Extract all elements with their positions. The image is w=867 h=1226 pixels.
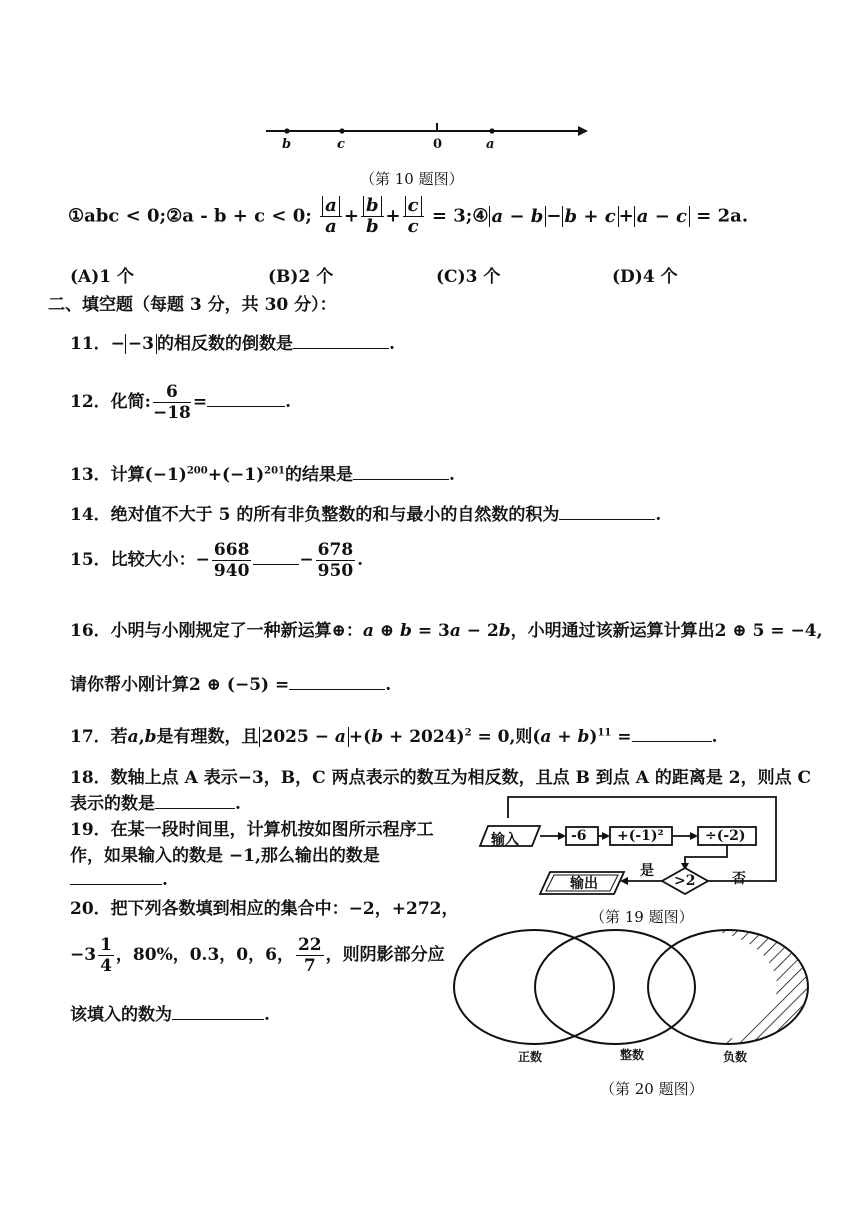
flow-yes: 是 — [640, 863, 654, 879]
venn-label-negative: 负数 — [723, 1050, 748, 1064]
q20-mixed-denominator: 4 — [100, 956, 112, 976]
option-a[interactable]: (A)1 个 — [70, 267, 135, 287]
q14-number: 14． — [70, 505, 111, 525]
flow-condition: >2 — [674, 873, 696, 889]
q18-text-1: 数轴上点 A 表示−3，B，C 两点表示的数互为相反数，且点 B 到点 A 的距离是 2，则点 C — [110, 768, 812, 788]
q13-number: 13． — [70, 465, 111, 485]
question-15: 15．比较大小：− $\frac{668}{940}$ − $\frac{678}{950}$ . — [70, 540, 364, 581]
q19-number: 19． — [70, 820, 111, 840]
q16-answer-blank[interactable] — [289, 688, 385, 690]
number-line-figure — [260, 118, 590, 158]
q17-text-b: 是有理数，且 — [156, 727, 259, 747]
q15-frac2-denominator: 950 — [317, 561, 354, 581]
q10-s1-s2: ①abc < 0;②a - b + c < 0; — [68, 205, 312, 227]
axis-label-a: a — [486, 137, 495, 152]
q19-text-1: 在某一段时间里，计算机按如图所示程序工 — [110, 820, 434, 840]
q20-text-1: 把下列各数填到相应的集合中：−2，+272， — [110, 899, 459, 919]
q20-answer-blank[interactable] — [172, 1018, 264, 1020]
q11-text: 的相反数的倒数是 — [157, 334, 293, 354]
flow-step-divide: ÷(-2) — [705, 828, 746, 844]
q16-number: 16． — [70, 621, 111, 641]
question-20-line3: 该填入的数为 . — [70, 1005, 270, 1025]
q13-answer-blank[interactable] — [353, 478, 449, 480]
q19-text-2: 作，如果输入的数是 −1,那么输出的数是 — [70, 846, 380, 866]
question-17: 17．若a,b是有理数，且 $2025 - a +(b + 2024)^2 = 0$,则$(a + b)^{11}$ = . — [70, 727, 718, 747]
q18-text-2: 表示的数是 — [70, 794, 155, 814]
figure-caption-20: （第 20 题图） — [600, 1080, 704, 1098]
q10-statements: ①abc < 0;②a - b + c < 0; $\frac{a}{a}$ + $\frac{b}{b}$ + $\frac{c}{c}$ = 3;④ a − b − b + c + a − c = 2a. — [68, 195, 749, 237]
q13-text-b: 的结果是 — [285, 465, 353, 485]
q11-answer-blank[interactable] — [293, 347, 389, 349]
q20-frac-numerator: 22 — [297, 935, 322, 955]
question-18-line2: 表示的数是 . — [70, 794, 241, 814]
section-title: 二、填空题（每题 3 分，共 30 分）： — [48, 295, 337, 315]
question-18-line1 — [70, 763, 811, 788]
q10-s4-tail: = 2a. — [696, 205, 749, 227]
q20-frac-denominator: 7 — [303, 956, 316, 976]
q14-answer-blank[interactable] — [559, 518, 655, 520]
q15-frac2-numerator: 678 — [317, 540, 354, 560]
q17-text-a: 若 — [110, 727, 128, 747]
q20-text-2: ，80%，0.3，0，6， — [115, 945, 294, 965]
q20-mixed-whole: −3 — [70, 945, 97, 965]
question-19-line1 — [70, 815, 434, 840]
q12-text: 化简: — [110, 392, 151, 412]
q16-text-1: 小明与小刚规定了一种新运算 — [110, 621, 332, 641]
axis-label-b: b — [282, 137, 292, 152]
question-12: 12．化简: $\frac{6}{-18}$ = . — [70, 382, 292, 423]
q13-text-a: 计算 — [110, 465, 145, 485]
option-b[interactable]: (B)2 个 — [268, 267, 334, 287]
option-c[interactable]: (C)3 个 — [436, 267, 501, 287]
q17-text-c: ,则 — [509, 727, 533, 747]
option-d[interactable]: (D)4 个 — [612, 267, 678, 287]
question-13: 13．计算$(-1)^{200}+(-1)^{201}$的结果是 . — [70, 465, 455, 485]
q18-number: 18． — [70, 768, 111, 788]
question-19-line2 — [70, 841, 380, 866]
question-14: 14．绝对值不大于 5 的所有非负整数的和与最小的自然数的积为 . — [70, 505, 662, 525]
q17-answer-blank[interactable] — [632, 740, 712, 742]
q15-frac1-numerator: 668 — [213, 540, 250, 560]
q14-text: 绝对值不大于 5 的所有非负整数的和与最小的自然数的积为 — [110, 505, 560, 525]
venn-diagram — [450, 925, 815, 1050]
q18-answer-blank[interactable] — [155, 807, 235, 809]
q20-number: 20． — [70, 899, 111, 919]
question-16-line2: 请你帮小刚计算2 ⊕ (−5) = . — [70, 675, 392, 695]
q19-answer-blank[interactable] — [70, 883, 162, 885]
q20-text-3: 该填入的数为 — [70, 1005, 172, 1025]
flow-step-minus6: -6 — [571, 828, 587, 844]
question-19-line3: . — [70, 870, 168, 890]
axis-label-c: c — [337, 137, 345, 152]
q15-frac1-denominator: 940 — [213, 561, 250, 581]
flow-output: 输出 — [570, 876, 598, 892]
flow-step-plus: +(-1)² — [617, 828, 664, 844]
question-20-line2 — [70, 935, 445, 976]
venn-label-positive: 正数 — [518, 1050, 543, 1064]
q16-text-2: 请你帮小刚计算 — [70, 675, 189, 695]
q12-number: 12． — [70, 392, 111, 412]
flow-no: 否 — [732, 871, 746, 887]
q15-number: 15． — [70, 550, 111, 570]
figure-caption-10: （第 10 题图） — [360, 170, 464, 188]
question-16-line1: 16．小明与小刚规定了一种新运算⊕：a ⊕ b = 3a − 2b，小明通过该新运算计算出2 ⊕ 5 = −4, — [70, 621, 823, 641]
q20-mixed-numerator: 1 — [100, 935, 112, 955]
q12-answer-blank[interactable] — [207, 405, 285, 407]
question-11: 11．− −3 的相反数的倒数是 . — [70, 334, 395, 354]
q15-answer-blank[interactable] — [253, 563, 299, 565]
q12-denominator: −18 — [152, 403, 191, 423]
q11-number: 11． — [70, 334, 111, 354]
flow-input: 输入 — [491, 832, 519, 848]
figure-caption-19: （第 19 题图） — [590, 908, 694, 926]
q17-number: 17． — [70, 727, 111, 747]
q20-text-2b: ，则阴影部分应 — [325, 945, 445, 965]
q12-numerator: 6 — [153, 382, 191, 403]
axis-label-zero: 0 — [433, 137, 443, 152]
venn-label-integer: 整数 — [620, 1048, 645, 1062]
q10-s3-tail: = 3;④ — [431, 205, 489, 227]
q16-text-1b: ，小明通过该新运算计算出 — [510, 621, 715, 641]
question-20-line1 — [70, 894, 458, 919]
q15-text: 比较大小： — [110, 550, 196, 570]
